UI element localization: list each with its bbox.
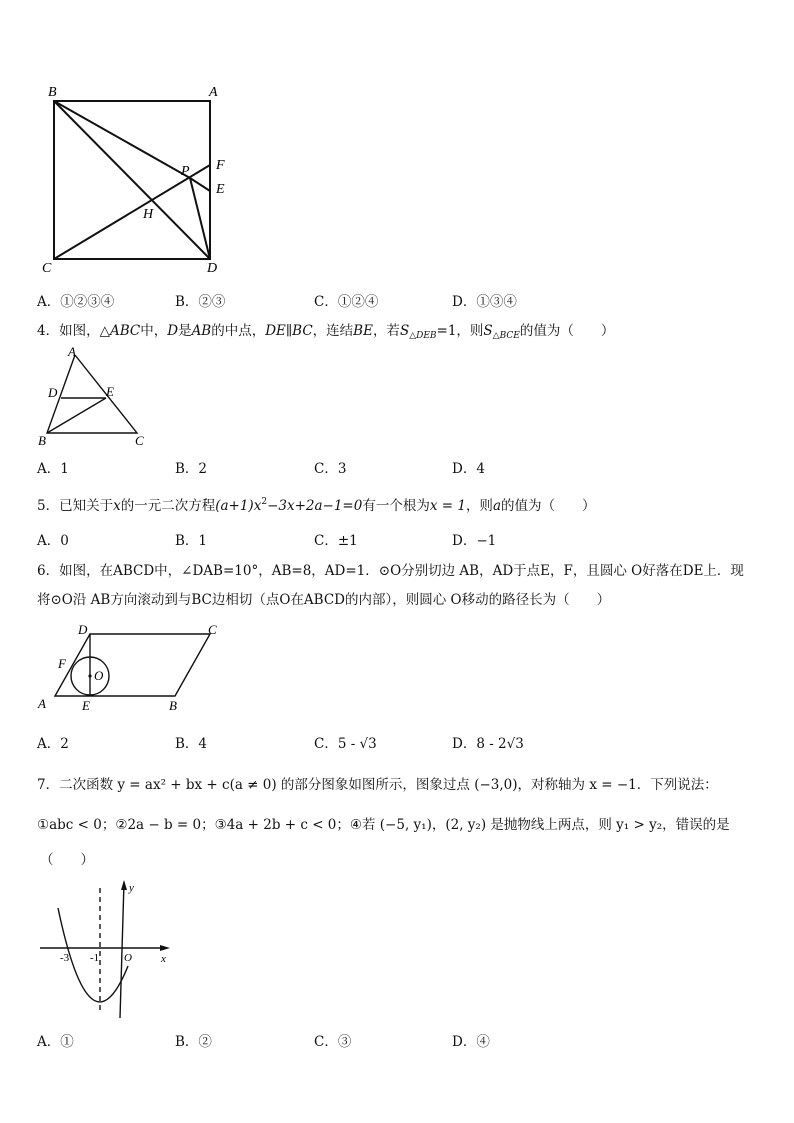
x-arrow (160, 945, 170, 951)
q7-stem-line2: ①abc < 0；②2a − b = 0；③4a + 2b + c < 0；④若 (−5, y₁)，(2, y₂) 是抛物线上两点，则 y₁ > y₂，错误的是 (37, 817, 730, 833)
q3-option-d[interactable]: D．①③④ (452, 294, 517, 310)
label-C: C (208, 622, 217, 637)
q5-stem: 5．已知关于x的一元二次方程$(a+1)x^2-3x+2a-1=0$有一个根为x = 1，则a的值为（ ） (37, 497, 596, 514)
q4-option-d[interactable]: D．4 (452, 461, 485, 477)
triangle-figure (30, 340, 160, 450)
label-O: O (94, 668, 104, 683)
q5-option-a[interactable]: A．0 (37, 533, 69, 549)
label-x: x (161, 953, 166, 965)
label-C: C (42, 261, 52, 276)
q5-option-d[interactable]: D．−1 (452, 533, 497, 549)
q4-option-c[interactable]: C．3 (314, 461, 347, 477)
q7-stem-line1: 7．二次函数 y = ax² + bx + c(a ≠ 0) 的部分图象如图所示，图象过点 (−3,0)，对称轴为 x = −1．下列说法： (37, 777, 718, 793)
q3-option-b[interactable]: B．②③ (175, 294, 226, 310)
q6-stem-line1: 6．如图，在ABCD中，∠DAB=10°，AB=8，AD=1．⊙O分别切边 AB，AD于点E，F，且圆心 O好落在DE上．现 (37, 563, 744, 579)
q6-option-b[interactable]: B．4 (175, 736, 208, 752)
label-H: H (143, 207, 154, 222)
label-B: B (169, 698, 177, 713)
label-A: A (38, 696, 46, 711)
q5-option-c[interactable]: C．±1 (314, 533, 358, 549)
q6-option-a[interactable]: A．2 (37, 736, 69, 752)
label-E: E (106, 384, 114, 399)
label-B: B (38, 433, 46, 448)
y-arrow (121, 880, 127, 890)
label-E: E (216, 182, 225, 197)
label-D: D (207, 261, 218, 276)
label-E: E (82, 698, 90, 713)
q7-option-c[interactable]: C．③ (314, 1034, 352, 1050)
label-P: P (181, 164, 190, 179)
label-B: B (48, 85, 57, 100)
square-figure (36, 80, 236, 280)
q6-option-d[interactable]: D．8 - 2√3 (452, 736, 524, 752)
q6-option-c[interactable]: C．5 - √3 (314, 736, 377, 752)
parallelogram-outline (55, 634, 210, 696)
label-minus1: -1 (90, 952, 100, 964)
q7-option-a[interactable]: A．① (37, 1034, 74, 1050)
parallelogram-figure (30, 620, 230, 720)
q7-option-b[interactable]: B．② (175, 1034, 212, 1050)
label-A: A (68, 344, 76, 359)
q4-stem: 4．如图，△ABC中，D是AB的中点，DE∥BC，连结BE，若$S_{\triangle DEB}=1$，则$S_{\triangle BCE}$的值为（ ） (37, 323, 615, 341)
label-C: C (135, 433, 144, 448)
label-A: A (209, 85, 218, 100)
label-D: D (78, 622, 88, 637)
q4-option-b[interactable]: B．2 (175, 461, 208, 477)
label-F: F (58, 656, 66, 671)
label-y: y (129, 882, 134, 894)
q3-option-c[interactable]: C．①②④ (314, 294, 379, 310)
q4-option-a[interactable]: A．1 (37, 461, 69, 477)
q6-stem-line2: 将⊙O沿 AB方向滚动到与BC边相切（点O在ABCD的内部），则圆心 O移动的路径长为（ ） (37, 592, 611, 608)
q7-stem-line3: （ ） (40, 852, 94, 868)
q7-option-d[interactable]: D．④ (452, 1034, 490, 1050)
parabola-figure (36, 878, 176, 1023)
y-axis (120, 882, 124, 1018)
q3-option-a[interactable]: A．①②③④ (37, 294, 115, 310)
label-O: O (124, 952, 132, 964)
q5-option-b[interactable]: B．1 (175, 533, 208, 549)
label-F: F (216, 158, 225, 173)
label-minus3: -3 (60, 952, 70, 964)
label-D: D (48, 385, 58, 400)
